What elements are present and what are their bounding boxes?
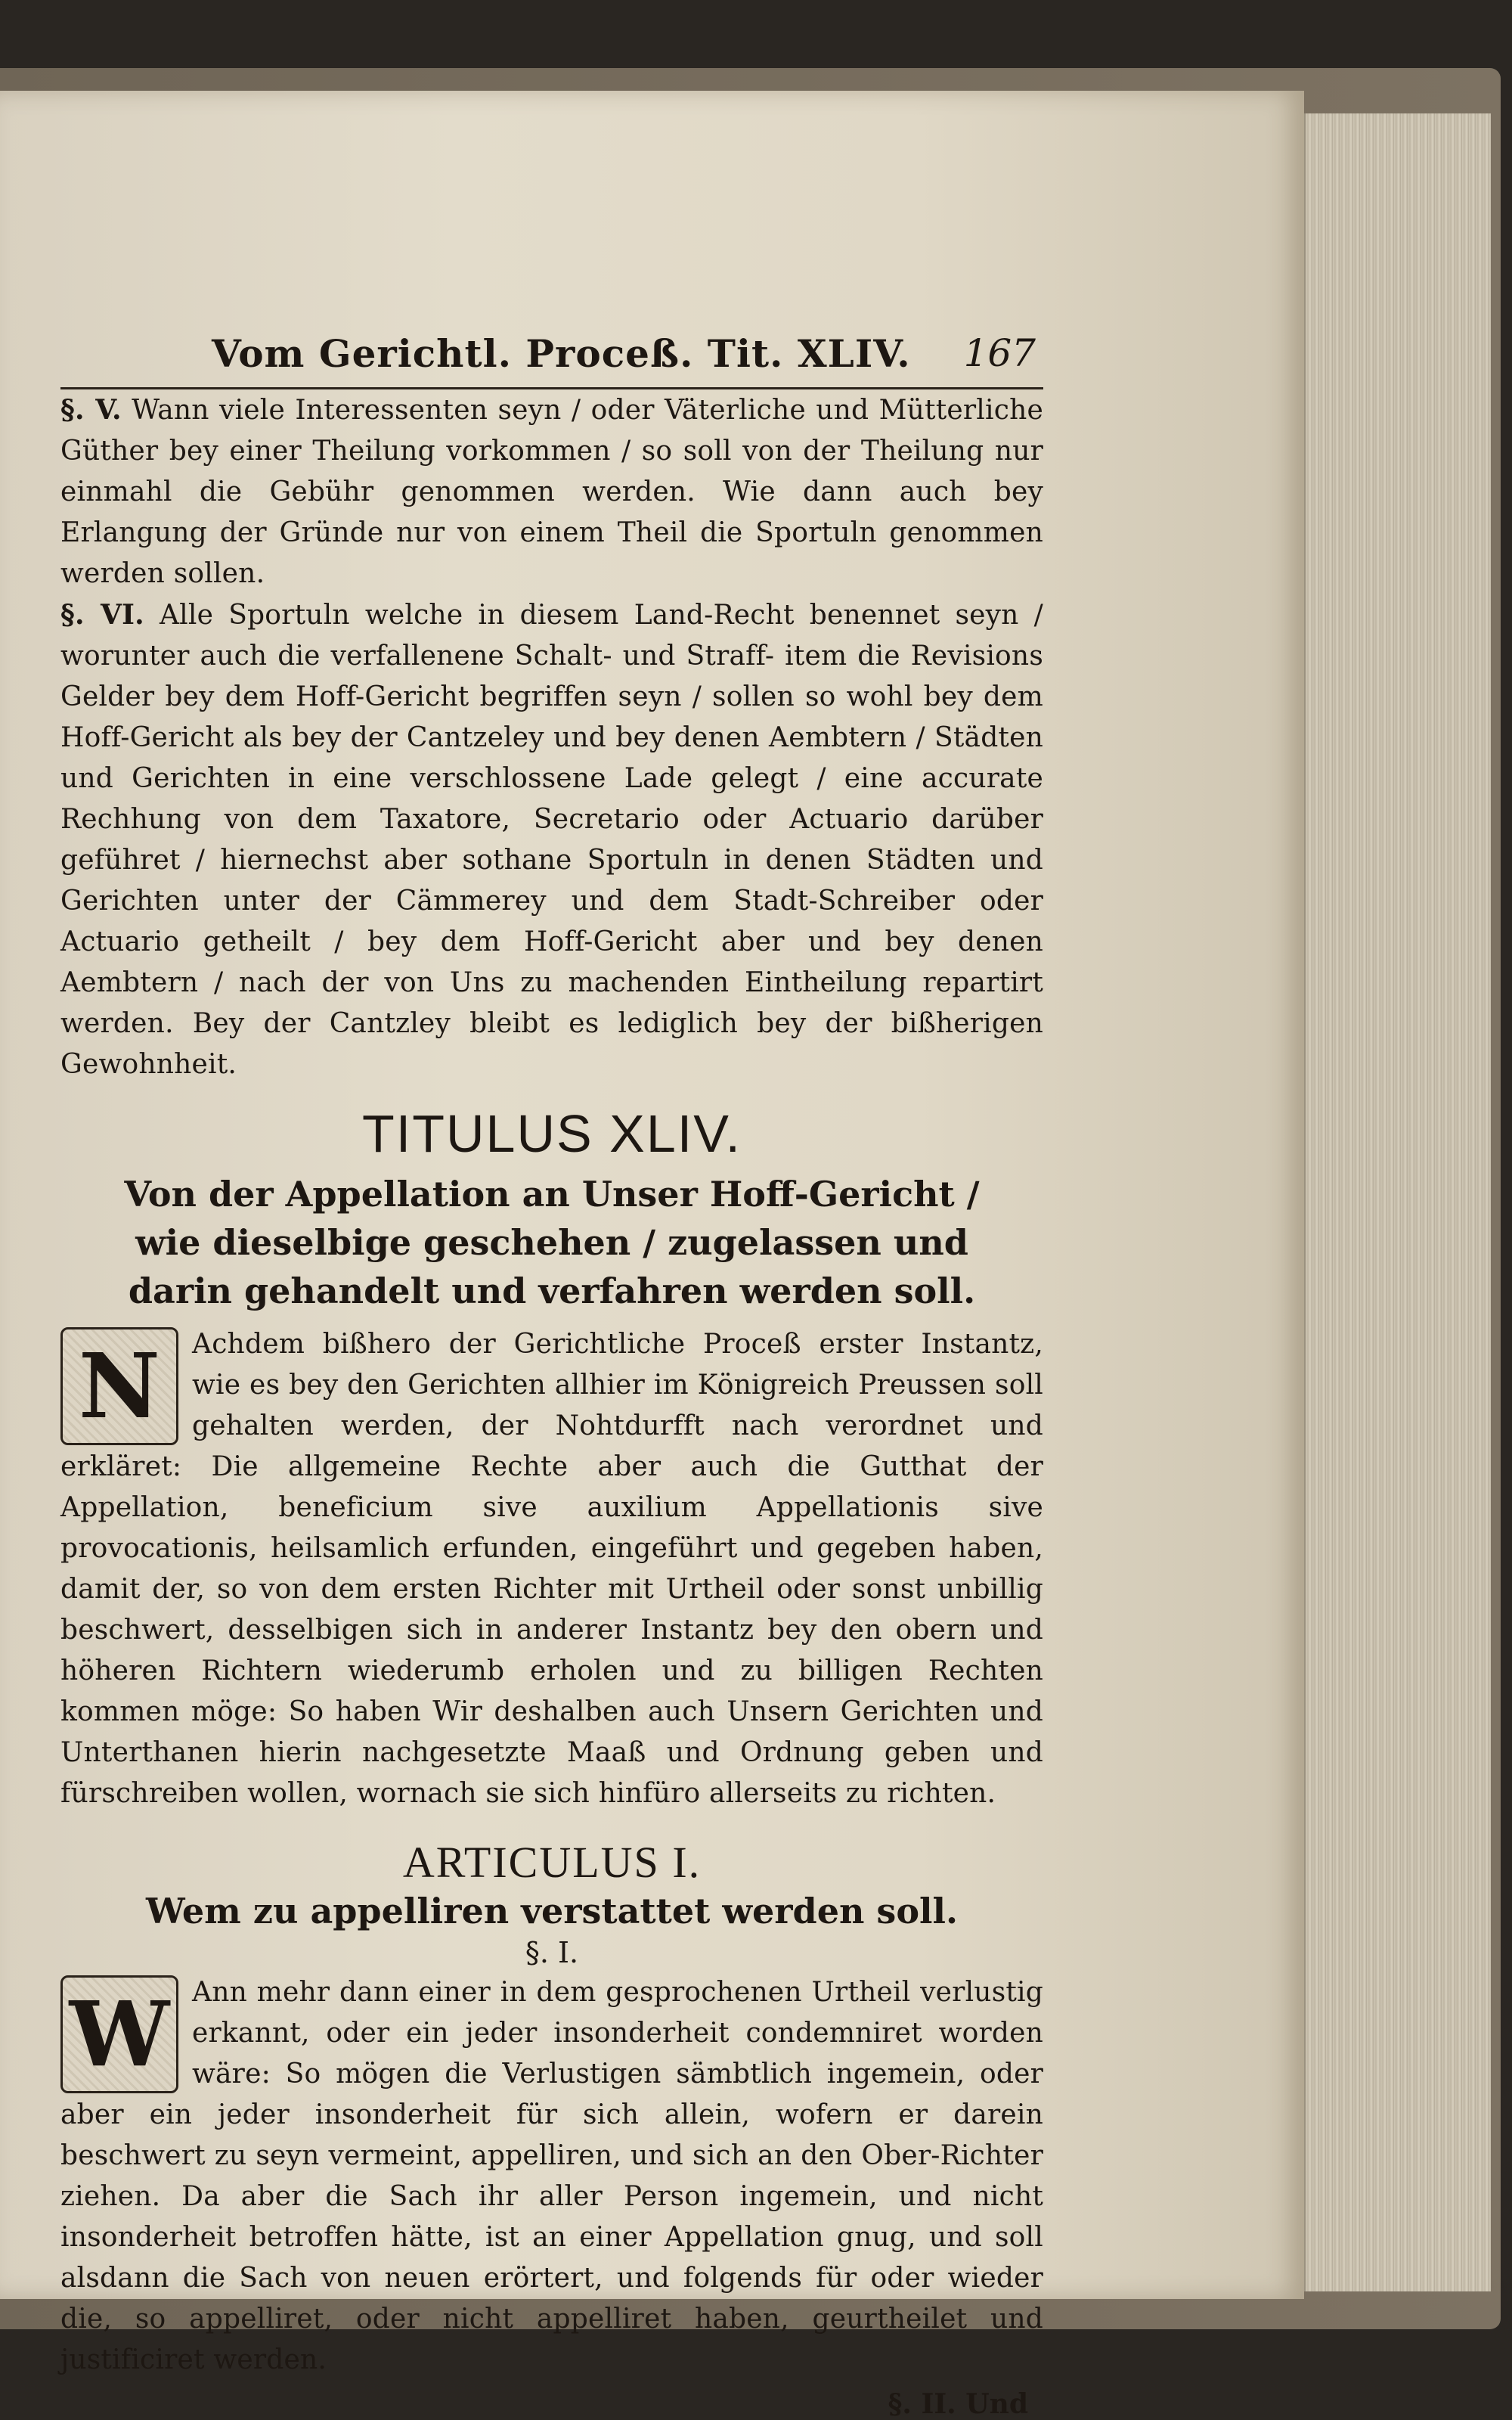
paragraph-section-5 — [60, 389, 1043, 594]
page-number: 167 — [963, 331, 1036, 375]
running-head — [60, 318, 1043, 389]
titulus-paragraph — [60, 1324, 1043, 1814]
section-mark: §. I. — [525, 1936, 579, 1969]
catchword: §. II. Und — [888, 2388, 1028, 2420]
paragraph-section-6 — [60, 594, 1043, 1085]
section-mark: §. VI. — [60, 599, 144, 631]
decorated-initial: W — [60, 1975, 178, 2093]
titulus-heading: TITULUS XLIV. — [362, 1104, 742, 1163]
paragraph-text: Alle Sportuln welche in diesem Land-Recht benennet seyn / worunter auch die verfallenene Schalt- und Straff- item die Revisions Gelder bey dem Hoff-Gericht begriffen seyn / sollen so wohl bey dem Hoff-Gericht als bey der Cantzeley und bey denen Aembtern / Städten und Gerichten in eine verschlossene Lade gelegt / eine accurate Rechhung von dem Taxatore, Secretario oder Actuario darüber geführet / hiernechst aber sothane Sportuln in denen Städten und Gerichten unter der Cämmerey und dem Stadt-Schreiber oder Actuario getheilt / bey dem Hoff-Gericht aber und bey denen Aembtern / nach der von Uns zu machenden Eintheilung repartirt werden. Bey der Cantzley bleibt es lediglich bey der bißherigen Gewohnheit. — [60, 600, 1043, 1080]
running-head-title: Vom Gerichtl. Proceß. Tit. XLIV. — [212, 331, 911, 376]
paragraph-text: Achdem bißhero der Gerichtliche Proceß erster Instantz, wie es bey den Gerichten allhier im Königreich Preussen soll gehalten werden, der Nohtdurfft nach verordnet und erkläret: Die allgemeine Rechte aber auch die Gutthat der Appellation, beneficium sive auxilium Appellationis sive provocationis, heilsamlich erfunden, eingeführt und gegeben haben, damit der, so von dem ersten Richter mit Urtheil oder sonst unbillig beschwert, desselbigen sich in anderer Instantz bey den obern und höheren Richtern wiederumb erholen und zu billigen Rechten kommen möge: So haben Wir deshalben auch Unsern Gerichten und Unterthanen hierin nachgesetzte Maaß und Ordnung geben und fürschreiben wollen, wornach sie sich hinfüro allerseits zu richten. — [60, 1329, 1043, 1809]
titulus-subheading: Von der Appellation an Unser Hoff-Gericht / wie dieselbige geschehen / zugelassen und darin gehandelt und verfahren werden soll. — [124, 1174, 980, 1311]
paragraph-text: Wann viele Interessenten seyn / oder Väterliche und Mütterliche Güther bey einer Theilung vorkommen / so soll von der Theilung nur einmahl die Gebühr genommen werden. Wie dann auch bey Erlangung der Gründe nur von einem Theil die Sportuln genommen werden sollen. — [60, 395, 1043, 589]
page-content — [60, 318, 1043, 2420]
page-edges — [1304, 113, 1491, 2291]
decorated-initial: N — [60, 1327, 178, 1445]
articulus-heading: ARTICULUS I. — [402, 1838, 702, 1887]
paragraph-text: Ann mehr dann einer in dem gesprochenen Urtheil verlustig erkannt, oder ein jeder insonderheit condemniret worden wäre: So mögen die Verlustigen sämbtlich ingemein, oder aber ein jeder insonderheit für sich allein, wofern er darein beschwert zu seyn vermeint, appelliren, und sich an den Ober-Richter ziehen. Da aber die Sach ihr aller Person ingemein, und nicht insonderheit betroffen hätte, ist an einer Appellation gnug, und soll alsdann die Sach von neuen erörtert, und folgends für oder wieder die, so appelliret, oder nicht appelliret haben, geurtheilet und justificiret werden. — [60, 1977, 1043, 2375]
articulus-subheading: Wem zu appelliren verstattet werden soll. — [146, 1891, 958, 1931]
section-mark: §. V. — [60, 394, 122, 426]
articulus-paragraph — [60, 1972, 1043, 2381]
